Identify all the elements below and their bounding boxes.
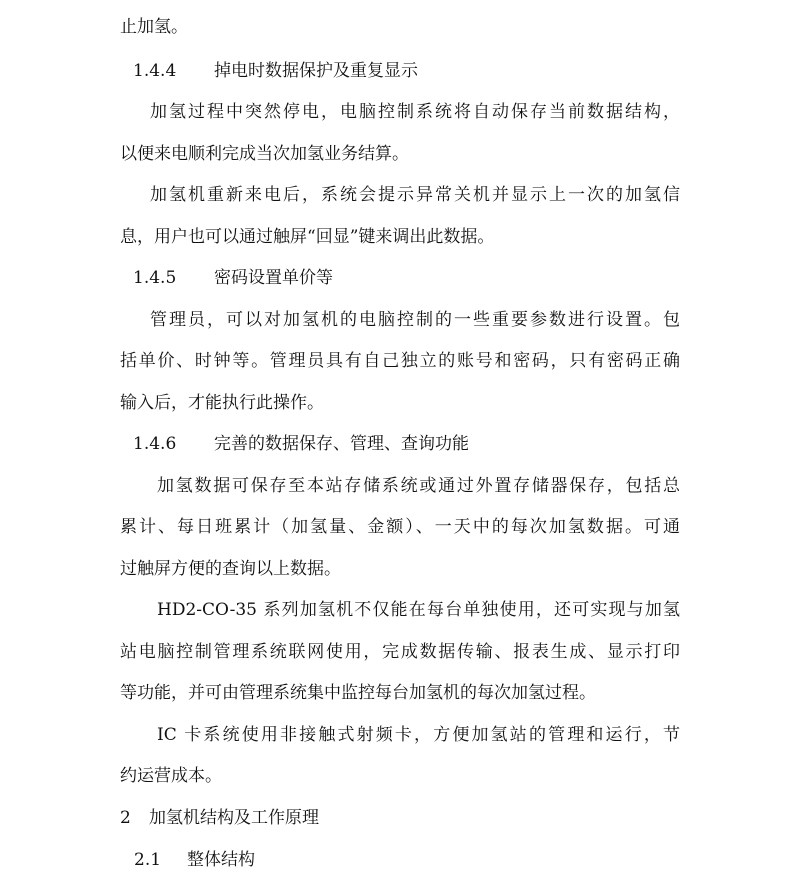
paragraph-line: 息，用户也可以通过触屏“回显”键来调出此数据。 bbox=[120, 227, 495, 247]
paragraph-line: 加氢机重新来电后，系统会提示异常关机并显示上一次的加氢信 bbox=[150, 185, 680, 205]
paragraph-line: IC 卡系统使用非接触式射频卡，方便加氢站的管理和运行，节 bbox=[157, 725, 680, 745]
paragraph-line: 站电脑控制管理系统联网使用，完成数据传输、报表生成、显示打印 bbox=[120, 642, 680, 662]
heading-number: 2 bbox=[120, 808, 131, 828]
paragraph-line: 管理员，可以对加氢机的电脑控制的一些重要参数进行设置。包 bbox=[150, 310, 680, 330]
heading-text: 掉电时数据保护及重复显示 bbox=[214, 61, 418, 81]
paragraph-line: 约运营成本。 bbox=[120, 766, 222, 786]
paragraph-line: 加氢过程中突然停电，电脑控制系统将自动保存当前数据结构， bbox=[150, 102, 680, 122]
heading-number: 2.1 bbox=[134, 850, 162, 870]
heading-number: 1.4.4 bbox=[133, 61, 177, 81]
heading-number: 1.4.6 bbox=[133, 434, 177, 454]
paragraph-line: HD2-CO-35 系列加氢机不仅能在每台单独使用，还可实现与加氢 bbox=[157, 600, 680, 620]
heading-text: 整体结构 bbox=[187, 850, 255, 870]
paragraph-line: 加氢数据可保存至本站存储系统或通过外置存储器保存，包括总 bbox=[157, 476, 680, 496]
paragraph-line: 输入后，才能执行此操作。 bbox=[120, 393, 324, 413]
heading-number: 1.4.5 bbox=[133, 268, 177, 288]
paragraph-line: 括单价、时钟等。管理员具有自己独立的账号和密码，只有密码正确 bbox=[120, 351, 680, 371]
paragraph-line: 等功能，并可由管理系统集中监控每台加氢机的每次加氢过程。 bbox=[120, 683, 596, 703]
paragraph-line: 以便来电顺利完成当次加氢业务结算。 bbox=[120, 144, 409, 164]
heading-text: 完善的数据保存、管理、查询功能 bbox=[214, 434, 469, 454]
heading-text: 加氢机结构及工作原理 bbox=[149, 808, 319, 828]
paragraph-line: 过触屏方便的查询以上数据。 bbox=[120, 559, 341, 579]
paragraph-line: 止加氢。 bbox=[120, 17, 188, 37]
paragraph-line: 累计、每日班累计（加氢量、金额）、一天中的每次加氢数据。可通 bbox=[120, 517, 680, 537]
heading-text: 密码设置单价等 bbox=[214, 268, 333, 288]
